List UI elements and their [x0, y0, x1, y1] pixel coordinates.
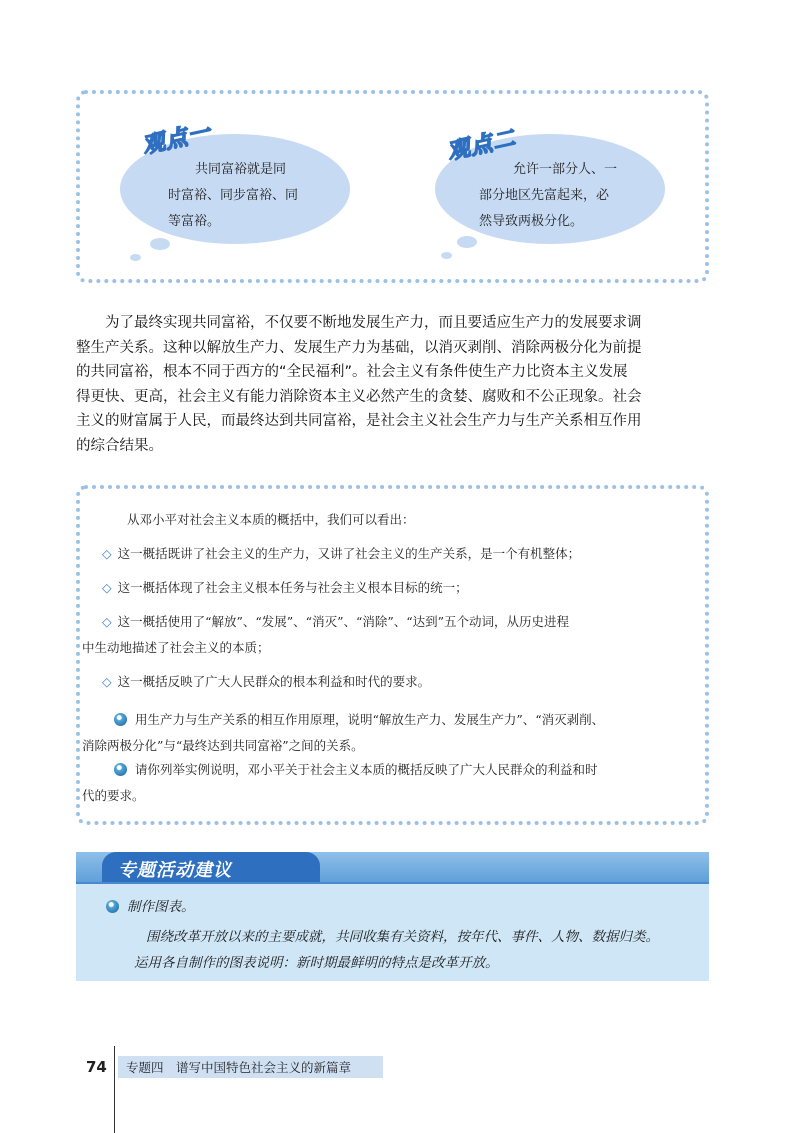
paragraph-line: 的综合结果。 [76, 437, 163, 454]
diamond-icon: ◇ [102, 546, 112, 561]
activity-title: 专题活动建议 [118, 860, 232, 881]
footer-chapter-banner [118, 1056, 383, 1078]
analysis-intro: 从邓小平对社会主义本质的概括中，我们可以看出： [127, 512, 415, 527]
main-paragraph [76, 311, 710, 458]
question-2: 请你列举实例说明，邓小平关于社会主义本质的概括反映了广大人民群众的利益和时 [114, 759, 689, 781]
diamond-icon: ◇ [102, 614, 112, 629]
bullet-icon [114, 763, 127, 776]
activity-body [76, 884, 709, 981]
page-number: 74 [86, 1058, 107, 1076]
activity-item-label: 制作图表。 [106, 896, 195, 918]
viewpoint-one-cloud [110, 112, 360, 262]
activity-line: 运用各自制作的图表说明：新时期最鲜明的特点是改革开放。 [134, 955, 499, 971]
analysis-point: ◇ 这一概括使用了“解放”、“发展”、“消灭”、“消除”、“达到”五个动词，从历史进程 [102, 614, 570, 629]
activity-line: 围绕改革开放以来的主要成就，共同收集有关资料，按年代、事件、人物、数据归类。 [146, 929, 659, 945]
viewpoint-one-title: 观点一 [140, 120, 214, 159]
viewpoints-box [76, 90, 709, 283]
analysis-point: ◇ 这一概括既讲了社会主义的生产力，又讲了社会主义的生产关系，是一个有机整体； [102, 546, 581, 561]
paragraph-line: 主义的财富属于人民，而最终达到共同富裕，是社会主义社会生产力与生产关系相互作用 [76, 413, 642, 429]
viewpoint-one-line-1: 共同富裕就是同 [195, 162, 287, 177]
analysis-point-continued: 中生动地描述了社会主义的本质； [82, 640, 270, 655]
paragraph-line: 整生产关系。这种以解放生产力、发展生产力为基础，以消灭剥削、消除两极分化为前提 [76, 339, 642, 356]
paragraph-line: 为了最终实现共同富裕，不仅要不断地发展生产力，而且要适应生产力的发展要求调 [105, 315, 642, 331]
question-1: 用生产力与生产关系的相互作用原理，说明“解放生产力、发展生产力”、“消灭剥削、 [114, 709, 689, 731]
footer-rule [114, 1046, 115, 1133]
diamond-icon: ◇ [102, 580, 112, 595]
question-1-continued: 消除两极分化”与“最终达到共同富裕”之间的关系。 [82, 738, 364, 753]
activity-header [76, 852, 709, 884]
bullet-icon [114, 713, 127, 726]
viewpoint-two-line-2: 部分地区先富起来，必 [479, 188, 610, 203]
analysis-point: ◇ 这一概括反映了广大人民群众的根本利益和时代的要求。 [102, 674, 431, 689]
viewpoint-one-line-2: 时富裕、同步富裕、同 [168, 188, 299, 203]
footer-chapter-title: 专题四 谱写中国特色社会主义的新篇章 [126, 1060, 352, 1075]
viewpoint-one-line-3: 等富裕。 [168, 214, 221, 229]
paragraph-line: 得更快、更高，社会主义有能力消除资本主义必然产生的贪婪、腐败和不公正现象。社会 [76, 388, 642, 405]
viewpoint-two-cloud [425, 112, 675, 262]
bullet-icon [106, 900, 119, 913]
viewpoint-two-line-1: 允许一部分人、一 [513, 162, 618, 177]
question-2-continued: 代的要求。 [82, 788, 145, 803]
diamond-icon: ◇ [102, 674, 112, 689]
viewpoint-two-title: 观点二 [445, 126, 519, 165]
viewpoint-two-line-3: 然导致两极分化。 [479, 214, 584, 229]
analysis-point: ◇ 这一概括体现了社会主义根本任务与社会主义根本目标的统一； [102, 580, 468, 595]
paragraph-line: 的共同富裕，根本不同于西方的“全民福利”。社会主义有条件使生产力比资本主义发展 [76, 364, 628, 380]
analysis-box [76, 485, 709, 825]
